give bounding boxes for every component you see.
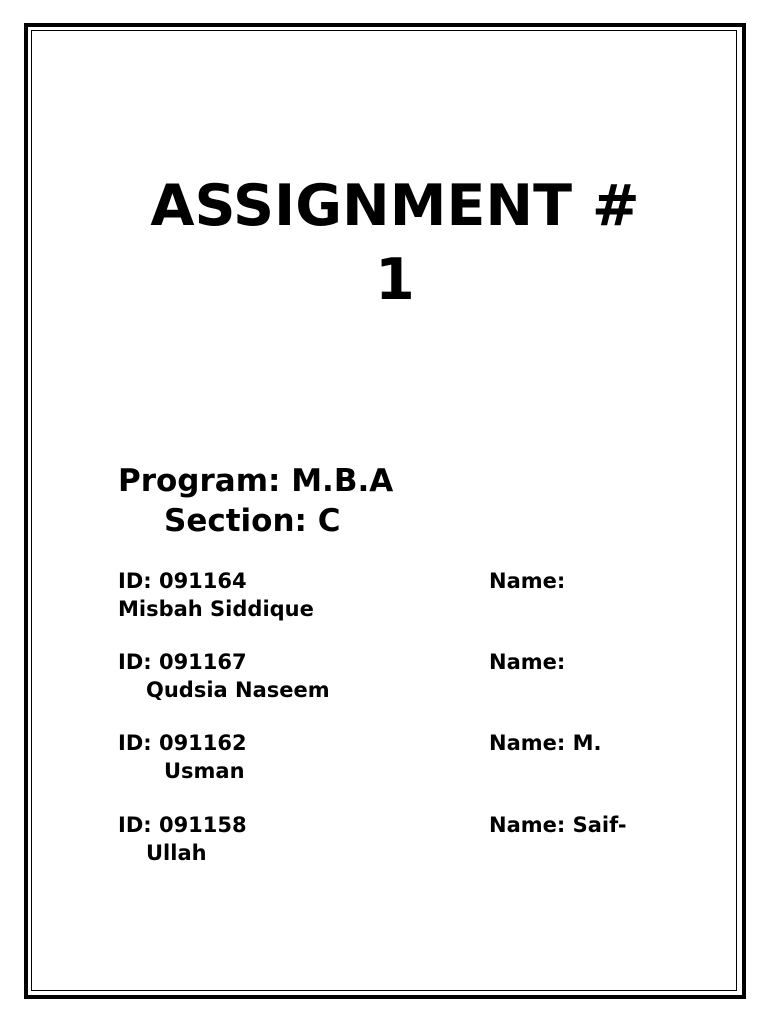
student-4-name: Ullah xyxy=(146,841,207,865)
program-text: Program: M.B.A xyxy=(118,463,394,499)
program-heading xyxy=(118,463,394,499)
student-3-name: Usman xyxy=(164,759,245,783)
student-1-id: ID: 091164 xyxy=(118,569,247,593)
section-text: Section: C xyxy=(164,503,341,539)
title-text-1: ASSIGNMENT # xyxy=(150,173,640,239)
student-3-name-label: Name: M. xyxy=(489,731,602,755)
section-heading xyxy=(164,503,341,539)
title-line-1 xyxy=(117,173,673,239)
student-1-name: Misbah Siddique xyxy=(118,597,314,621)
student-3-id: ID: 091162 xyxy=(118,731,247,755)
student-2-id: ID: 091167 xyxy=(118,650,247,674)
student-4-id: ID: 091158 xyxy=(118,813,247,837)
title-line-2 xyxy=(117,247,673,313)
student-2-name: Qudsia Naseem xyxy=(146,678,330,702)
title-text-2: 1 xyxy=(375,247,415,313)
student-1-name-label: Name: xyxy=(489,569,566,593)
student-4-name-label: Name: Saif- xyxy=(489,813,627,837)
student-2-name-label: Name: xyxy=(489,650,566,674)
